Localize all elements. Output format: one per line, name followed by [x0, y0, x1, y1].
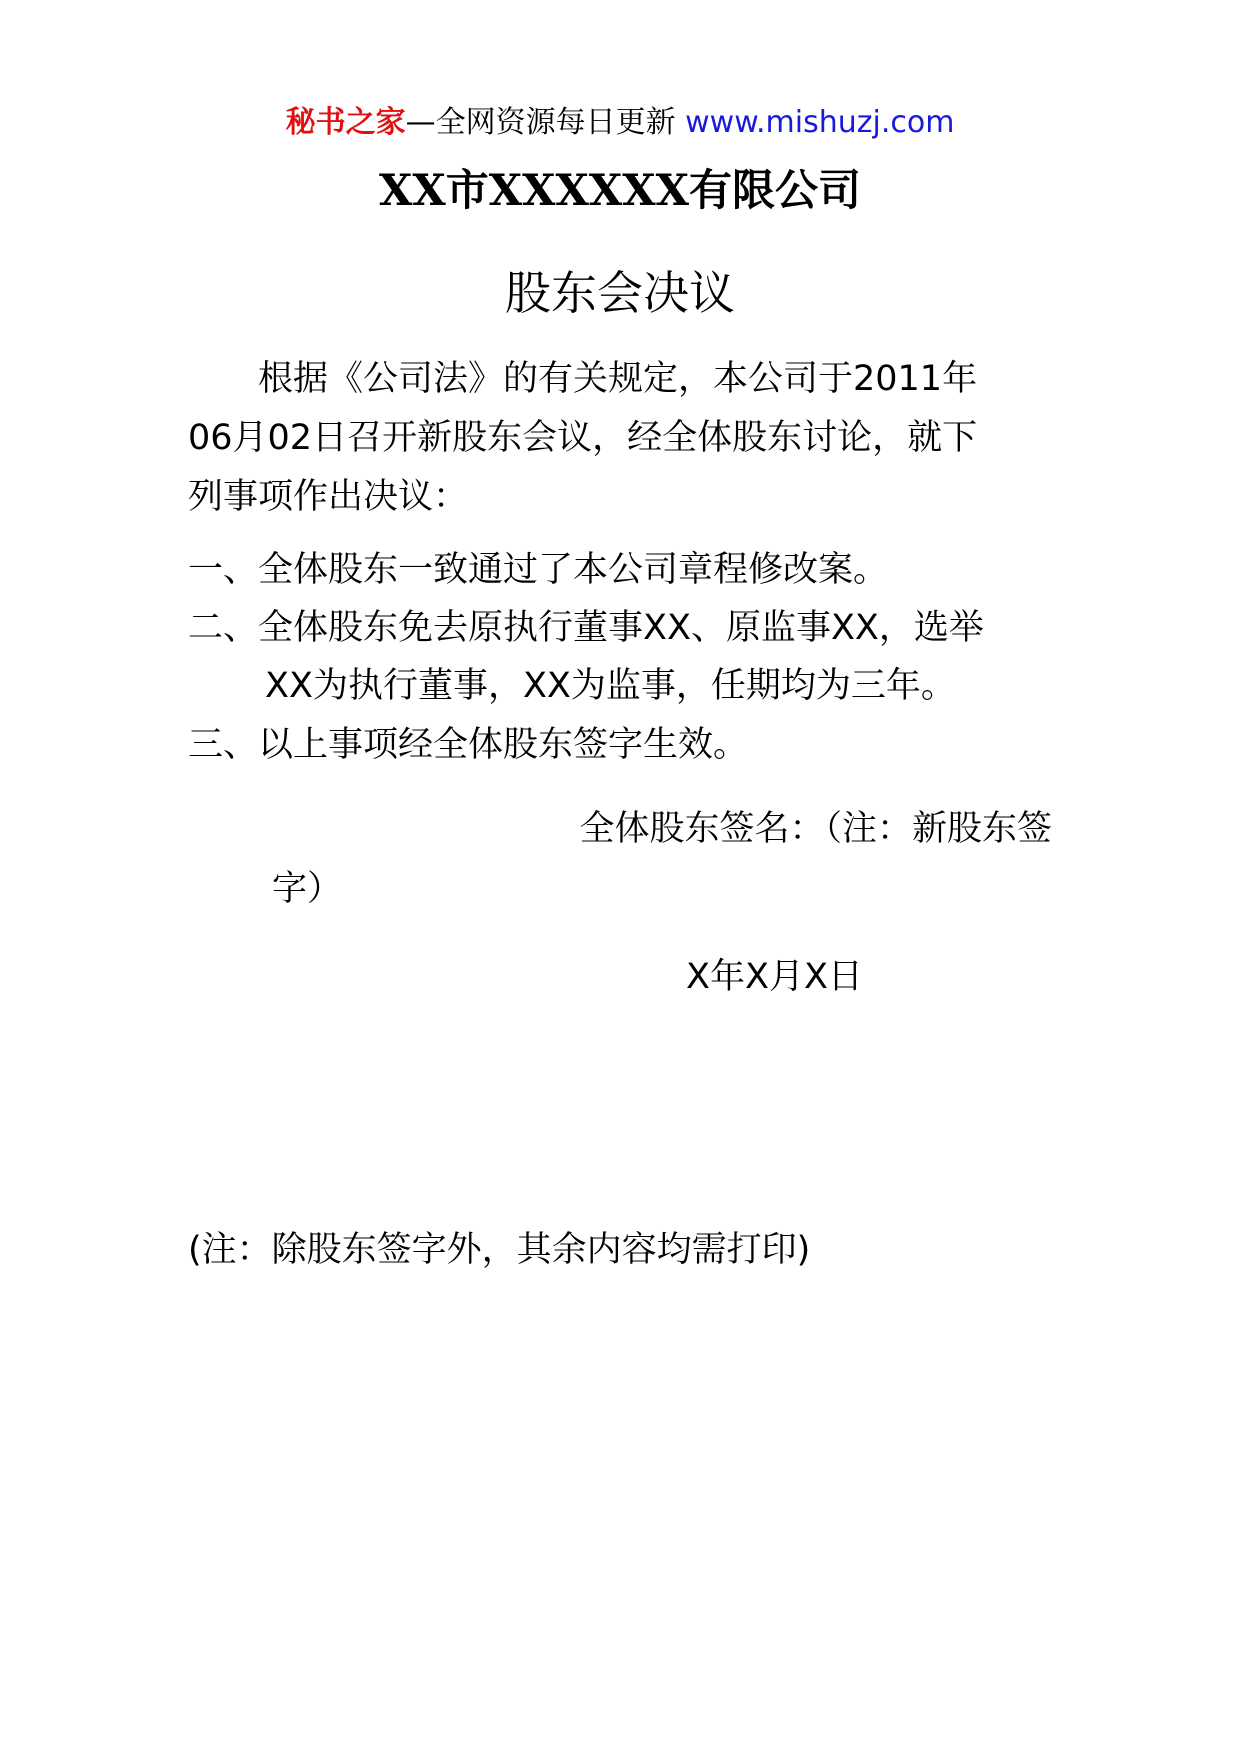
resolution-item-2-cont: XX为执行董事，XX为监事，任期均为三年。: [265, 666, 956, 706]
brand-name: 秘书之家: [285, 105, 406, 140]
intro-line-3: 列事项作出决议：: [188, 477, 469, 517]
resolution-item-2: 二、全体股东免去原执行董事XX、原监事XX，选举: [188, 608, 984, 648]
intro-line-2: 06月02日召开新股东会议，经全体股东讨论，就下: [188, 418, 978, 458]
company-name: XX市XXXXXX有限公司: [379, 166, 861, 216]
document-title: 股东会决议: [505, 266, 735, 320]
resolution-item-3: 三、以上事项经全体股东签字生效。: [188, 725, 749, 765]
signature-line: 全体股东签名：（注：新股东签: [579, 809, 1052, 849]
site-slogan: —全网资源每日更新: [405, 105, 686, 140]
resolution-item-1: 一、全体股东一致通过了本公司章程修改案。: [188, 550, 889, 590]
site-url[interactable]: www.mishuzj.com: [685, 105, 955, 140]
intro-line-1: 根据《公司法》的有关规定，本公司于2011年: [188, 359, 978, 399]
signature-date: X年X月X日: [686, 957, 863, 997]
signature-line-cont: 字）: [272, 869, 343, 909]
footer-note: (注：除股东签字外，其余内容均需打印): [188, 1230, 811, 1270]
site-header: [0, 103, 1240, 143]
